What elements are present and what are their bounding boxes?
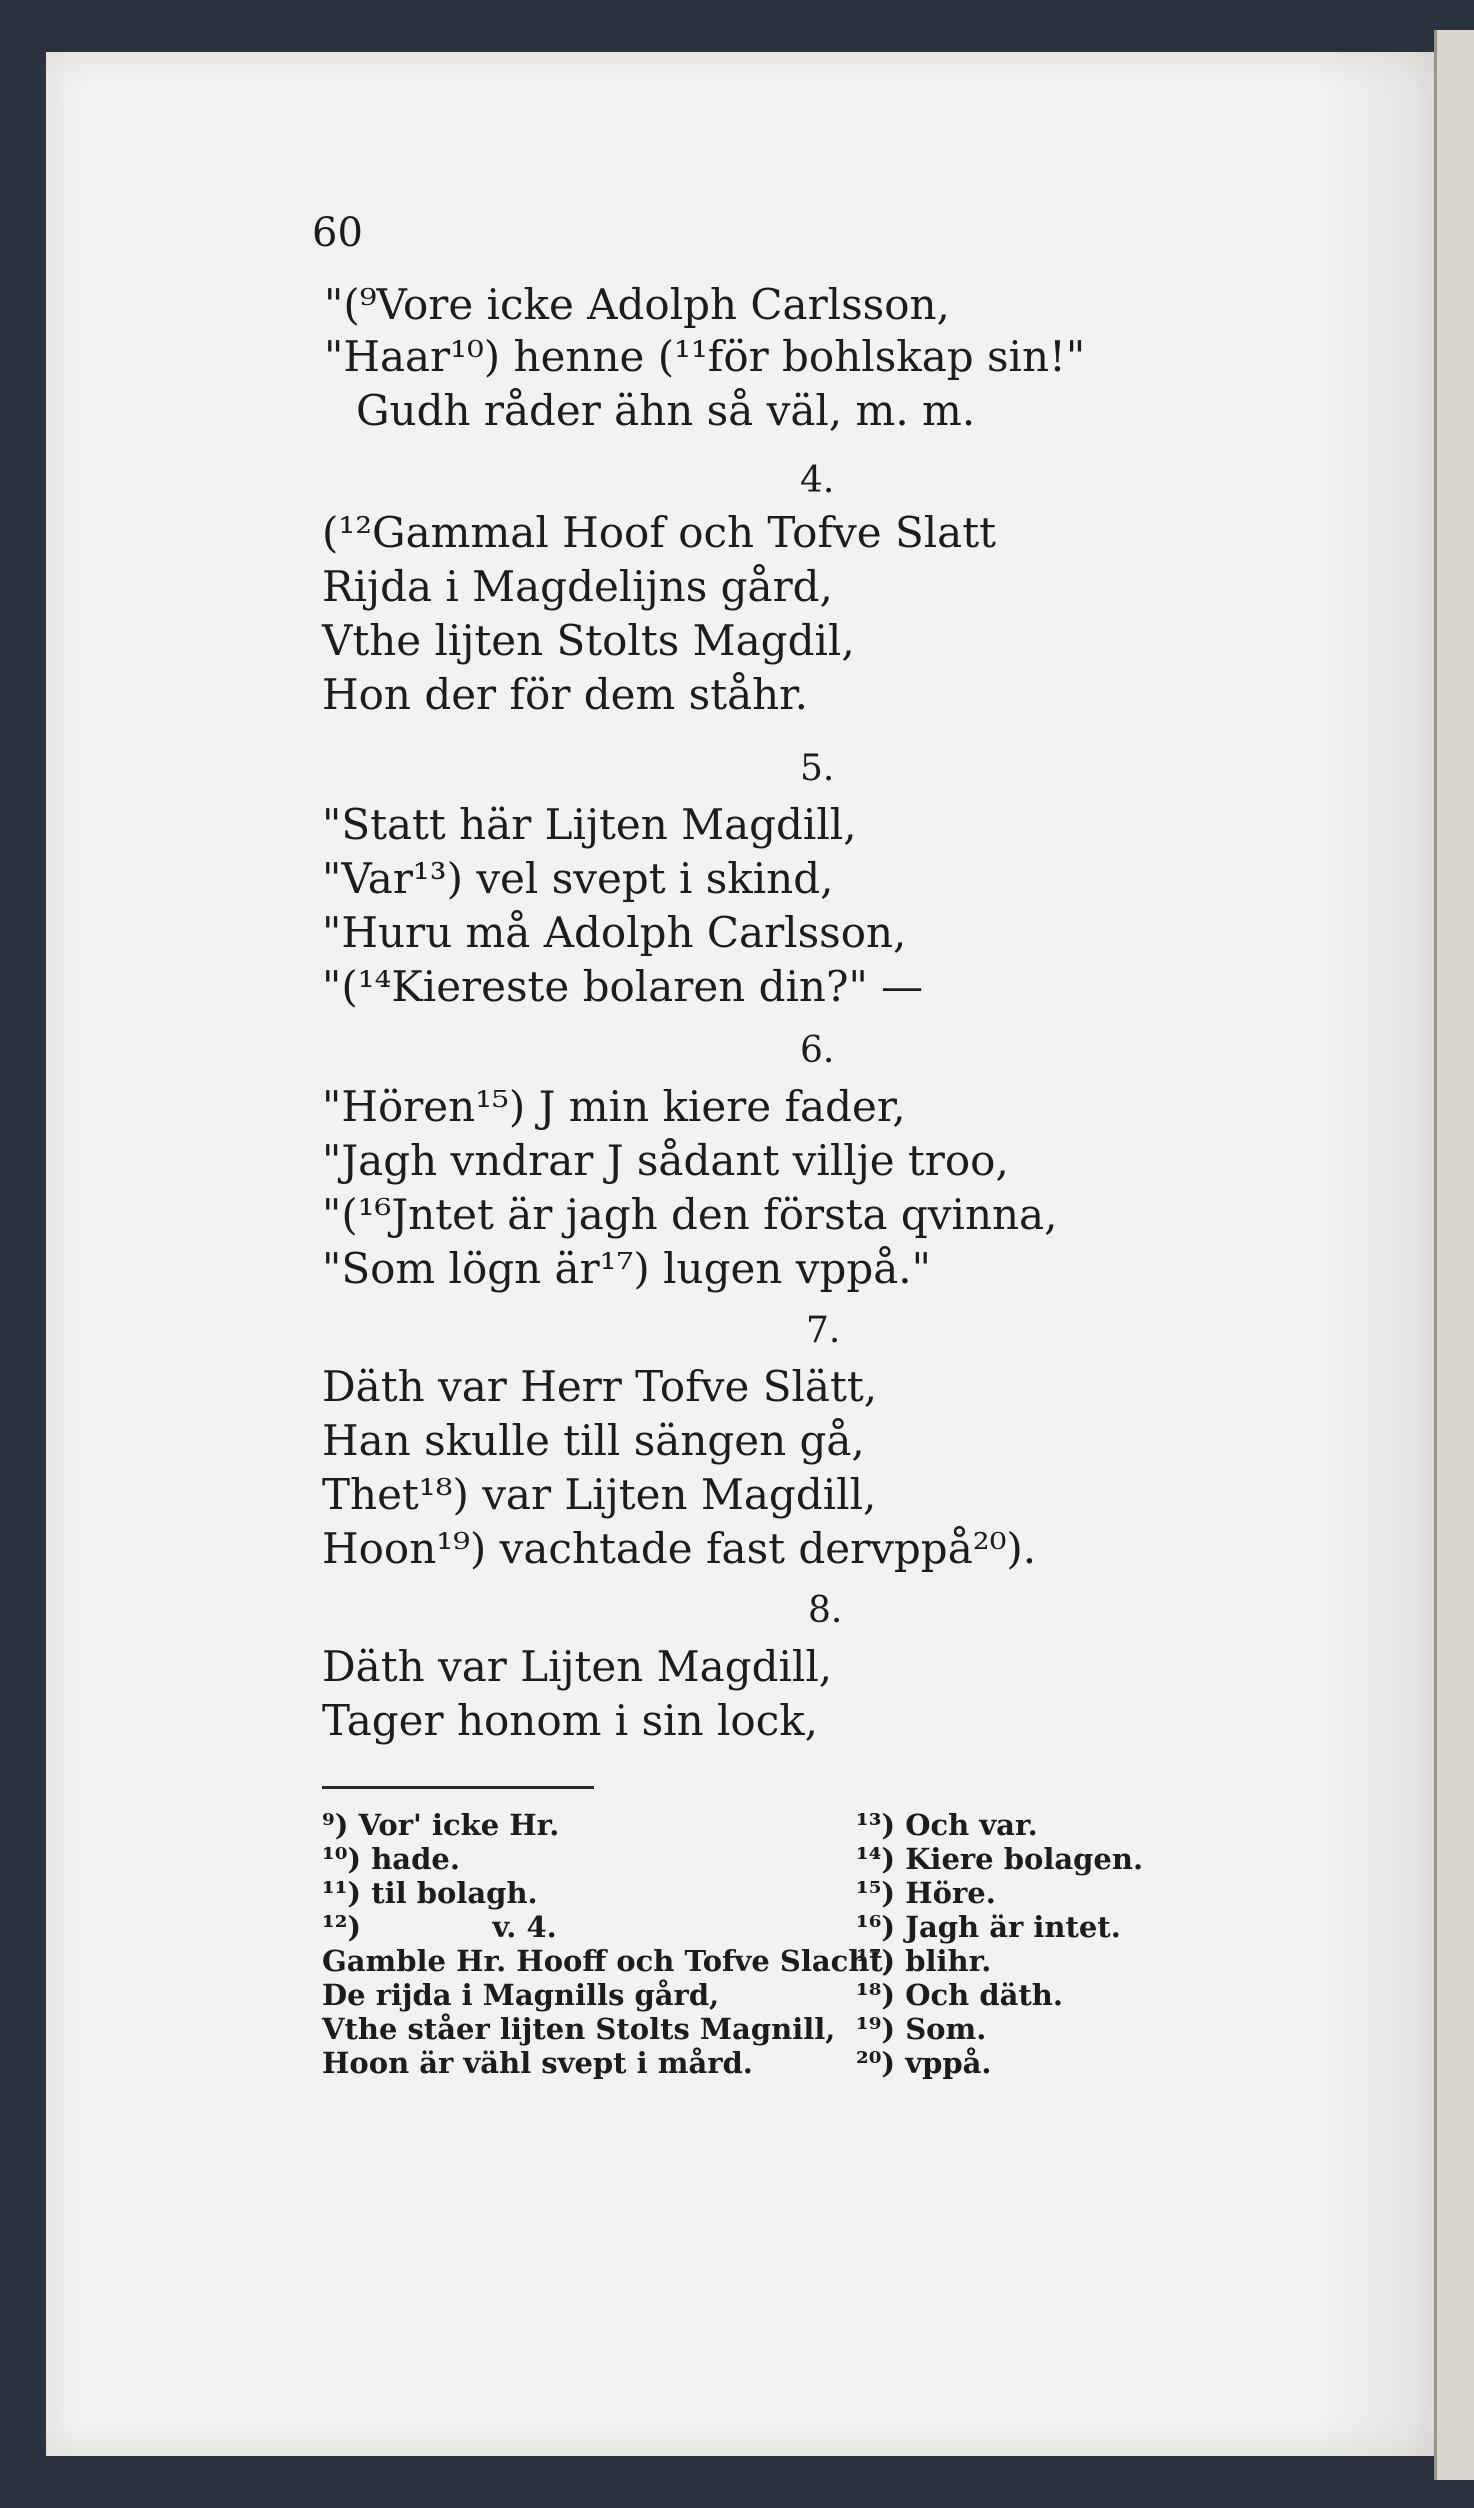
verse-line: Vthe lijten Stolts Magdil, [322,616,855,665]
page-number: 60 [312,210,363,256]
stanza-number: 8. [808,1590,843,1631]
stanza-number: 6. [800,1030,835,1071]
verse-line: Thet¹⁸) var Lijten Magdill, [322,1470,877,1519]
footnote: ¹⁷) blihr. [856,1944,992,1978]
footnote: Hoon är vähl svept i mård. [322,2046,753,2080]
footnote: ¹⁰) hade. [322,1842,460,1876]
bleed-through-shadow [1316,52,1434,2456]
footnote: ¹⁸) Och däth. [856,1978,1063,2012]
footnote: ²⁰) vppå. [856,2046,992,2080]
stanza-number: 4. [800,460,835,501]
verse-line: "Haar¹⁰) henne (¹¹för bohlskap sin!" [324,332,1086,381]
verse-line: "Hören¹⁵) J min kiere fader, [322,1082,906,1131]
page-edge [1434,30,1474,2480]
verse-line: "Statt här Lijten Magdill, [322,800,857,849]
footnote: ¹⁹) Som. [856,2012,987,2046]
footnote: ¹²) v. 4. [322,1910,557,1944]
footnote: ¹⁴) Kiere bolagen. [856,1842,1144,1876]
stanza-number: 5. [800,748,835,789]
verse-line: "(¹⁶Jntet är jagh den första qvinna, [322,1190,1058,1239]
footnote-rule [322,1786,594,1789]
footnote: Vthe ståer lijten Stolts Magnill, [322,2012,836,2046]
footnote: ¹⁶) Jagh är intet. [856,1910,1121,1944]
footnote: ⁹) Vor' icke Hr. [322,1808,560,1842]
verse-line: Däth var Lijten Magdill, [322,1642,833,1691]
footnote: ¹⁵) Höre. [856,1876,996,1910]
verse-line: Gudh råder ähn så väl, m. m. [356,386,976,435]
verse-line: "Jagh vndrar J sådant villje troo, [322,1136,1009,1185]
footnote: ¹³) Och var. [856,1808,1038,1842]
verse-line: "Som lögn är¹⁷) lugen vppå." [322,1244,931,1293]
verse-line: "Huru må Adolph Carlsson, [322,908,907,957]
verse-line: (¹²Gammal Hoof och Tofve Slatt [322,508,996,557]
footnote: De rijda i Magnills gård, [322,1978,720,2012]
verse-line: Däth var Herr Tofve Slätt, [322,1362,878,1411]
verse-line: "Var¹³) vel svept i skind, [322,854,834,903]
stanza-number: 7. [806,1310,841,1351]
verse-line: "(¹⁴Kiereste bolaren din?" — [322,962,924,1011]
verse-line: Tager honom i sin lock, [322,1696,819,1745]
verse-line: Hon der för dem ståhr. [322,670,808,719]
verse-line: Rijda i Magdelijns gård, [322,562,833,611]
verse-line: Hoon¹⁹) vachtade fast dervppå²⁰). [322,1524,1037,1573]
footnote: Gamble Hr. Hooff och Tofve Slacht, [322,1944,893,1978]
verse-line: "(⁹Vore icke Adolph Carlsson, [324,280,950,329]
verse-line: Han skulle till sängen gå, [322,1416,865,1465]
footnote: ¹¹) til bolagh. [322,1876,538,1910]
